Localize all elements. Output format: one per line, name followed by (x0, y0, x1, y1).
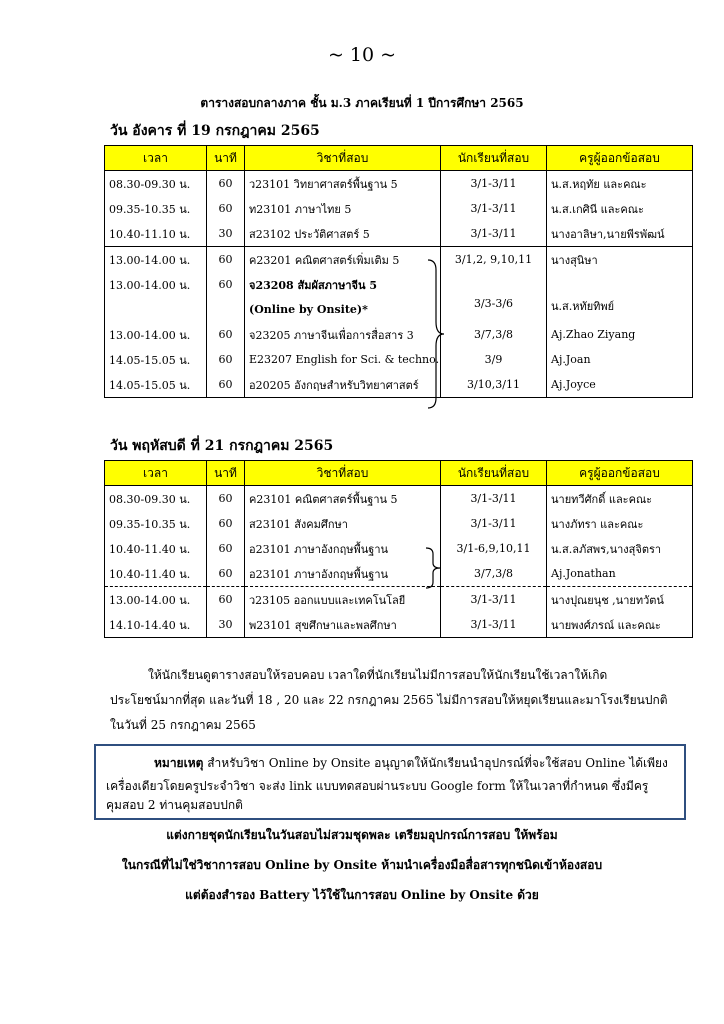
minutes-cell: 60 (207, 347, 245, 372)
page-title: ตารางสอบกลางภาค ชั้น ม.3 ภาคเรียนที่ 1 ปีการศึกษา 2565 (200, 96, 524, 110)
table-row (105, 221, 693, 247)
students-cell (441, 272, 547, 297)
table-row (105, 272, 693, 297)
col-students: นักเรียนที่สอบ (441, 461, 547, 486)
time-cell: 09.35-10.35 น. (105, 511, 207, 536)
table-row (105, 247, 693, 273)
col-teacher: ครูผู้ออกข้อสอบ (547, 461, 693, 486)
teacher-cell: นางภัทรา และคณะ (547, 511, 693, 536)
students-cell: 3/1-3/11 (441, 612, 547, 638)
minutes-cell: 60 (207, 511, 245, 536)
table-header (105, 461, 693, 486)
day1-table (104, 145, 693, 398)
teacher-cell: น.ส.ลภัสพร,นางสุจิตรา (547, 536, 693, 561)
students-cell: 3/3-3/6 (441, 297, 547, 322)
col-students: นักเรียนที่สอบ (441, 146, 547, 171)
subject-cell: จ23205 ภาษาจีนเพื่อการสื่อสาร 3 (245, 322, 441, 347)
subject-cell: (Online by Onsite)* (245, 297, 441, 322)
col-subject: วิชาที่สอบ (245, 146, 441, 171)
students-cell: 3/7,3/8 (441, 322, 547, 347)
time-cell: 10.40-11.10 น. (105, 221, 207, 247)
day2-heading: วัน พฤหัสบดี ที่ 21 กรกฎาคม 2565 (110, 438, 334, 454)
table-row (105, 536, 693, 561)
subject-cell: อ20205 อังกฤษสำหรับวิทยาศาสตร์ (245, 372, 441, 398)
teacher-cell: นางปุณยนุช ,นายทวัตน์ (547, 587, 693, 613)
teacher-cell: Aj.Joan (547, 347, 693, 372)
table-row (105, 587, 693, 613)
students-cell: 3/1-6,9,10,11 (441, 536, 547, 561)
minutes-cell: 60 (207, 247, 245, 273)
teacher-cell: Aj.Jonathan (547, 561, 693, 587)
col-teacher: ครูผู้ออกข้อสอบ (547, 146, 693, 171)
minutes-cell (207, 297, 245, 322)
subject-cell: อ23101 ภาษาอังกฤษพื้นฐาน (245, 561, 441, 587)
table-row (105, 171, 693, 197)
subject-cell: ท23101 ภาษาไทย 5 (245, 196, 441, 221)
teacher-cell: นางสุนิษา (547, 247, 693, 273)
instruction-line-1: ให้นักเรียนดูตารางสอบให้รอบคอบ เวลาใดที่นักเรียนไม่มีการสอบให้นักเรียนใช้เวลาให้เกิด (148, 668, 608, 682)
time-cell: 14.05-15.05 น. (105, 347, 207, 372)
teacher-cell: นายทวีศักดิ์ และคณะ (547, 486, 693, 512)
time-cell: 13.00-14.00 น. (105, 247, 207, 273)
students-cell: 3/9 (441, 347, 547, 372)
instruction-line-2: ประโยชน์มากที่สุด และวันที่ 18 , 20 และ 22 กรกฎาคม 2565 ไม่มีการสอบให้หยุดเรียนและมาโรงเรียนปกติ (110, 693, 668, 707)
note-line-1 (106, 752, 674, 775)
table-row (105, 372, 693, 398)
note-label: หมายเหตุ (154, 756, 204, 770)
minutes-cell: 30 (207, 612, 245, 638)
students-cell: 3/10,3/11 (441, 372, 547, 398)
instruction-line-3: ในวันที่ 25 กรกฎาคม 2565 (110, 718, 256, 732)
teacher-cell: Aj.Zhao Ziyang (547, 322, 693, 347)
subject-cell: ค23101 คณิตศาสตร์พื้นฐาน 5 (245, 486, 441, 512)
note-text: สำหรับวิชา Online by Onsite อนุญาตให้นักเรียนนำอุปกรณ์ที่จะใช้สอบ Online ได้เพียง (203, 756, 668, 770)
students-cell: 3/1-3/11 (441, 221, 547, 247)
subject-cell: ว23105 ออกแบบและเทคโนโลยี (245, 587, 441, 613)
minutes-cell: 30 (207, 221, 245, 247)
page-number: ~ 10 ~ (327, 44, 397, 66)
table-row (105, 561, 693, 587)
time-cell (105, 297, 207, 322)
time-cell: 13.00-14.00 น. (105, 322, 207, 347)
teacher-cell: นายพงศ์ภรณ์ และคณะ (547, 612, 693, 638)
minutes-cell: 60 (207, 536, 245, 561)
note-line-2: เครื่องเดียวโดยครูประจำวิชา จะส่ง link แบบทดสอบผ่านระบบ Google form ให้ในเวลาที่กำหนด ซึ่งมีครู (106, 779, 649, 793)
time-cell: 14.10-14.40 น. (105, 612, 207, 638)
subject-cell: ว23101 วิทยาศาสตร์พื้นฐาน 5 (245, 171, 441, 197)
minutes-cell: 60 (207, 171, 245, 197)
minutes-cell: 60 (207, 372, 245, 398)
subject-cell: พ23101 สุขศึกษาและพลศึกษา (245, 612, 441, 638)
bottom-line-2: ในกรณีที่ไม่ใช่วิชาการสอบ Online by Onsite ห้ามนำเครื่องมือสื่อสารทุกชนิดเข้าห้องสอบ (121, 858, 603, 872)
note-box (94, 744, 686, 820)
note-line-3: คุมสอบ 2 ท่านคุมสอบปกติ (106, 798, 243, 812)
brace-icon (424, 546, 442, 590)
subject-cell: อ23101 ภาษาอังกฤษพื้นฐาน (245, 536, 441, 561)
col-minutes: นาที (207, 146, 245, 171)
subject-cell: E23207 English for Sci. & techno. (245, 347, 441, 372)
table-row (105, 196, 693, 221)
teacher-cell (547, 272, 693, 297)
time-cell: 08.30-09.30 น. (105, 486, 207, 512)
teacher-cell: น.ส.หฤทัย และคณะ (547, 171, 693, 197)
day2-table (104, 460, 693, 638)
students-cell: 3/1-3/11 (441, 587, 547, 613)
bottom-line-3: แต่ต้องสำรอง Battery ไว้ใช้ในการสอบ Online by Onsite ด้วย (185, 888, 539, 902)
time-cell: 08.30-09.30 น. (105, 171, 207, 197)
table-row (105, 297, 693, 322)
teacher-cell: นางอาลิษา,นายพีรพัฒน์ (547, 221, 693, 247)
day1-heading: วัน อังคาร ที่ 19 กรกฎาคม 2565 (110, 123, 320, 139)
students-cell: 3/1-3/11 (441, 511, 547, 536)
students-cell: 3/1-3/11 (441, 171, 547, 197)
table-row (105, 511, 693, 536)
minutes-cell: 60 (207, 561, 245, 587)
table-header (105, 146, 693, 171)
time-cell: 13.00-14.00 น. (105, 587, 207, 613)
time-cell: 09.35-10.35 น. (105, 196, 207, 221)
table-row (105, 486, 693, 512)
subject-cell: ค23201 คณิตศาสตร์เพิ่มเติม 5 (245, 247, 441, 273)
brace-icon (426, 258, 446, 410)
time-cell: 10.40-11.40 น. (105, 536, 207, 561)
minutes-cell: 60 (207, 486, 245, 512)
time-cell: 14.05-15.05 น. (105, 372, 207, 398)
table-row (105, 612, 693, 638)
teacher-cell: Aj.Joyce (547, 372, 693, 398)
col-subject: วิชาที่สอบ (245, 461, 441, 486)
subject-cell: จ23208 สัมผัสภาษาจีน 5 (245, 272, 441, 297)
col-time: เวลา (105, 146, 207, 171)
minutes-cell: 60 (207, 196, 245, 221)
students-cell: 3/7,3/8 (441, 561, 547, 587)
teacher-cell: น.ส.เกศินี และคณะ (547, 196, 693, 221)
col-time: เวลา (105, 461, 207, 486)
subject-cell: ส23101 สังคมศึกษา (245, 511, 441, 536)
minutes-cell: 60 (207, 322, 245, 347)
students-cell: 3/1-3/11 (441, 486, 547, 512)
subject-cell: ส23102 ประวัติศาสตร์ 5 (245, 221, 441, 247)
col-minutes: นาที (207, 461, 245, 486)
table-row (105, 347, 693, 372)
students-cell: 3/1-3/11 (441, 196, 547, 221)
minutes-cell: 60 (207, 272, 245, 297)
bottom-line-1: แต่งกายชุดนักเรียนในวันสอบไม่สวมชุดพละ เตรียมอุปกรณ์การสอบ ให้พร้อม (166, 828, 558, 842)
teacher-cell: น.ส.หทัยทิพย์ (547, 297, 693, 322)
time-cell: 13.00-14.00 น. (105, 272, 207, 297)
students-cell: 3/1,2, 9,10,11 (441, 247, 547, 273)
time-cell: 10.40-11.40 น. (105, 561, 207, 587)
table-row (105, 322, 693, 347)
minutes-cell: 60 (207, 587, 245, 613)
